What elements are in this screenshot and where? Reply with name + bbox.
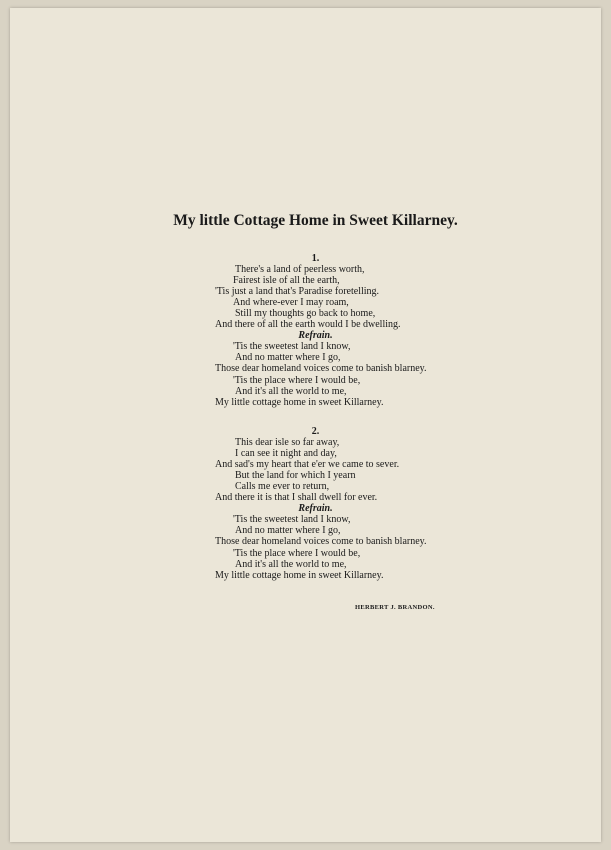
refrain-line: My little cottage home in sweet Killarney. xyxy=(215,396,384,408)
verse-number: 1. xyxy=(311,253,320,264)
verse-line: But the land for which I yearn xyxy=(235,470,356,482)
verse-line: There's a land of peerless worth, xyxy=(235,264,365,276)
verse-line: And sad's my heart that e'er we came to sever. xyxy=(215,459,400,471)
refrain-line: And no matter where I go, xyxy=(235,525,341,537)
verse-line: Calls me ever to return, xyxy=(235,481,330,493)
refrain-line: 'Tis the place where I would be, xyxy=(233,547,361,559)
refrain-line: Those dear homeland voices come to banish blarney. xyxy=(215,363,427,375)
song-title: My little Cottage Home in Sweet Killarney. xyxy=(173,212,458,229)
refrain-line: And no matter where I go, xyxy=(235,352,341,364)
author-credit: HERBERT J. BRANDON. xyxy=(355,604,435,611)
verse-line: This dear isle so far away, xyxy=(235,437,340,449)
refrain-line: Those dear homeland voices come to banish blarney. xyxy=(215,536,427,548)
verse-line: And there it is that I shall dwell for ever. xyxy=(215,492,378,504)
refrain-line: 'Tis the sweetest land I know, xyxy=(233,341,351,353)
verse-line: And where-ever I may roam, xyxy=(233,297,349,309)
refrain-line: And it's all the world to me, xyxy=(235,385,347,397)
verse-2 xyxy=(0,426,611,581)
refrain-line: 'Tis the sweetest land I know, xyxy=(233,514,351,526)
page-sheet xyxy=(10,8,601,842)
refrain-line: My little cottage home in sweet Killarney. xyxy=(215,569,384,581)
refrain-line: 'Tis the place where I would be, xyxy=(233,374,361,386)
refrain-line: And it's all the world to me, xyxy=(235,558,347,570)
verse-line: Still my thoughts go back to home, xyxy=(235,308,376,320)
refrain-label: Refrain. xyxy=(298,330,333,342)
verse-line: 'Tis just a land that's Paradise foretelling. xyxy=(215,286,380,298)
verse-1 xyxy=(0,253,611,408)
verse-number: 2. xyxy=(311,426,320,437)
verse-line: Fairest isle of all the earth, xyxy=(233,275,340,287)
verse-line: And there of all the earth would I be dwelling. xyxy=(215,319,401,331)
refrain-label: Refrain. xyxy=(298,503,333,515)
verse-line: I can see it night and day, xyxy=(235,448,337,460)
